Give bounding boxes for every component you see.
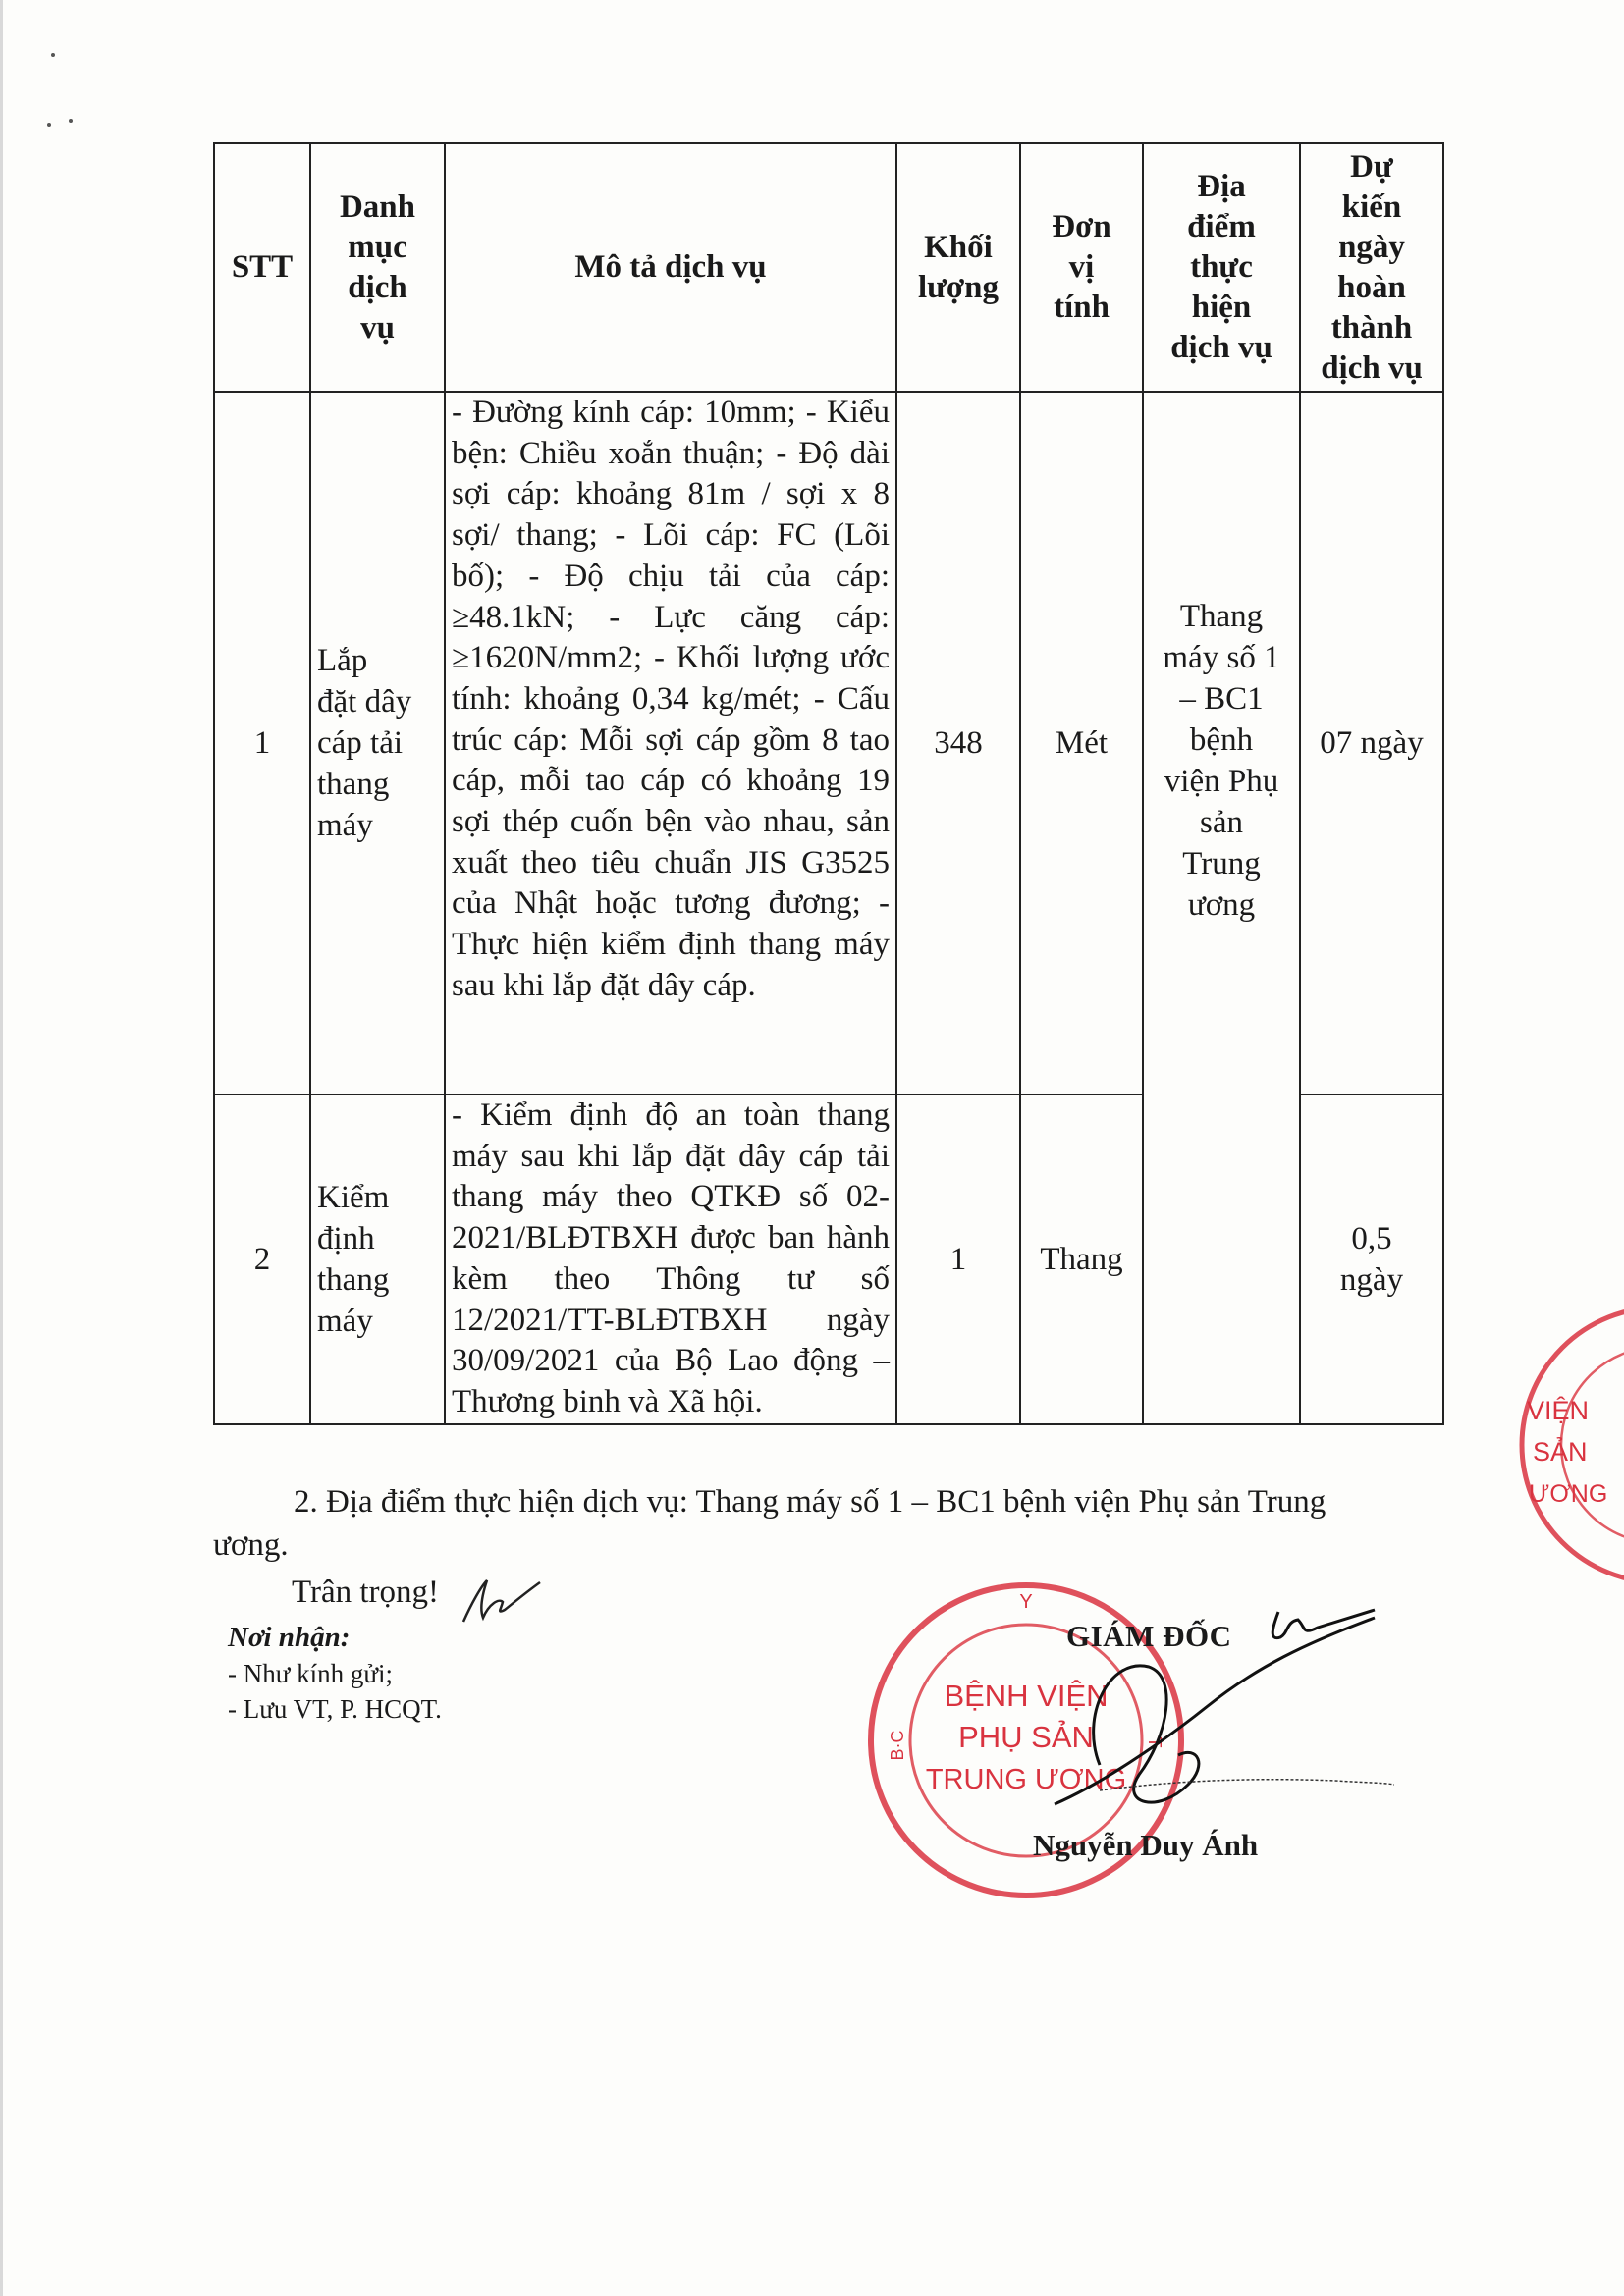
header-dia-diem: Địa điểm thực hiện dịch vụ <box>1143 143 1300 392</box>
location-note-line1: 2. Địa điểm thực hiện dịch vụ: Thang máy số 1 – BC1 bệnh viện Phụ sản Trung <box>294 1484 1326 1520</box>
cell-mo-ta: - Đường kính cáp: 10mm; - Kiểu bện: Chiều xoắn thuận; - Độ dài sợi cáp: khoảng 81m / sợi x 8 sợi/ thang; - Lõi cáp: FC (Lõi bố); - Độ chịu tải của cáp: ≥48.1kN; - Lực căng cáp: ≥1620N/mm2; - Khối lượng ước tính: khoảng 0,34 kg/mét; - Cấu trúc cáp: Mỗi sợi cáp gồm 8 tao cáp, mỗi tao cáp có khoảng 19 sợi thép cuốn bện vào nhau, sản xuất theo tiêu chuẩn JIS G3525 của Nhật hoặc tương đương; - Thực hiện kiểm định thang máy sau khi lắp đặt dây cáp. <box>445 392 896 1095</box>
header-danh-muc: Danh mục dịch vụ <box>310 143 445 392</box>
stamp-line: BỆNH VIỆN <box>944 1679 1109 1713</box>
service-table <box>213 142 1444 1425</box>
cell-don-vi: Mét <box>1020 392 1143 1095</box>
cell-du-kien: 0,5 ngày <box>1300 1095 1443 1424</box>
scan-speck <box>47 123 51 127</box>
table-header-row <box>214 143 1443 392</box>
scan-speck <box>69 119 73 123</box>
cell-stt: 1 <box>214 392 310 1095</box>
svg-text:Y: Y <box>1019 1591 1033 1613</box>
stamp-line: TRUNG ƯƠNG <box>925 1764 1127 1795</box>
recipient-item: - Lưu VT, P. HCQT. <box>228 1694 442 1724</box>
page-edge <box>0 0 3 2296</box>
director-signature <box>1041 1598 1394 1843</box>
cell-mo-ta: - Kiểm định độ an toàn thang máy sau khi lắp đặt dây cáp tải thang máy theo QTKĐ số 02-2021/BLĐTBXH được ban hành kèm theo Thông tư số 12/2021/TT-BLĐTBXH ngày 30/09/2021 của Bộ Lao động – Thương binh và Xã hội. <box>445 1095 896 1424</box>
closing-text: Trân trọng! <box>292 1575 440 1610</box>
stamp-line: VIỆN <box>1527 1396 1590 1425</box>
svg-text:T·: T· <box>1145 1736 1164 1754</box>
location-note-line2: ương. <box>213 1527 289 1563</box>
header-stt: STT <box>214 143 310 392</box>
cell-khoi-luong: 1 <box>896 1095 1020 1424</box>
recipients-heading: Nơi nhận: <box>228 1622 351 1653</box>
header-mo-ta: Mô tả dịch vụ <box>445 143 896 392</box>
cell-danh-muc: Lắp đặt dây cáp tải thang máy <box>310 392 445 1095</box>
cell-dia-diem: Thang máy số 1 – BC1 bệnh viện Phụ sản Trung ương <box>1143 392 1300 1424</box>
stamp-line: SẢN <box>1533 1437 1588 1467</box>
stamp-line: PHỤ SẢN <box>958 1720 1094 1754</box>
cell-khoi-luong: 348 <box>896 392 1020 1095</box>
initials-signature <box>458 1575 546 1629</box>
cell-don-vi: Thang <box>1020 1095 1143 1424</box>
recipient-item: - Như kính gửi; <box>228 1659 394 1688</box>
stamp-line: ƯƠNG <box>1529 1480 1608 1508</box>
header-du-kien: Dự kiến ngày hoàn thành dịch vụ <box>1300 143 1443 392</box>
header-don-vi: Đơn vị tính <box>1020 143 1143 392</box>
cell-stt: 2 <box>214 1095 310 1424</box>
edge-stamp <box>1507 1298 1624 1592</box>
svg-text:B·C: B·C <box>888 1730 907 1761</box>
cell-du-kien: 07 ngày <box>1300 392 1443 1095</box>
header-khoi-luong: Khối lượng <box>896 143 1020 392</box>
signer-title: GIÁM ĐỐC <box>1066 1619 1232 1653</box>
scan-speck <box>51 53 55 57</box>
table-row <box>214 392 1443 1095</box>
cell-danh-muc: Kiểm định thang máy <box>310 1095 445 1424</box>
signer-name: Nguyễn Duy Ánh <box>1033 1828 1259 1862</box>
